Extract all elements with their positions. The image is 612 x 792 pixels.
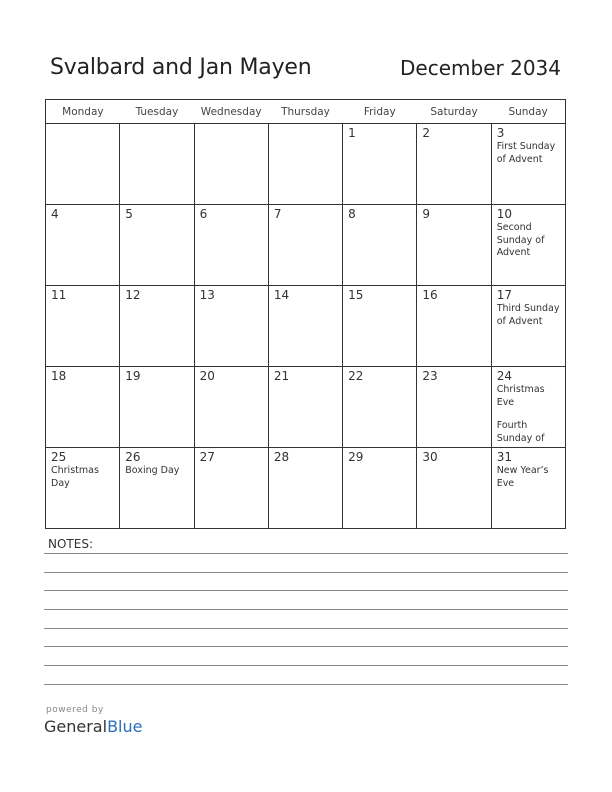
calendar-day-cell [194,448,268,529]
calendar-country-title: Svalbard and Jan Mayen [50,55,312,80]
day-cell-content [422,126,485,200]
day-cell-content [348,369,411,443]
note-line [44,684,568,685]
day-number: 28 [273,450,290,464]
day-number: 8 [348,207,356,221]
day-number: 20 [199,369,215,383]
day-cell-content [348,126,411,200]
day-number: 19 [125,369,141,383]
day-cell-content [200,450,263,524]
day-cell-content [274,450,337,524]
calendar-day-cell [194,205,268,286]
weekday-friday: Friday [343,100,417,124]
day-number: 23 [422,369,438,383]
calendar-day-cell [194,286,268,367]
day-cell-content [125,450,188,524]
holiday-label: Christmas Eve [496,384,545,408]
day-number: 12 [125,288,141,302]
day-cell-content [274,126,337,200]
day-cell-content [422,207,485,281]
day-number: 6 [199,207,208,221]
calendar-week-row [46,124,566,205]
day-number: 10 [496,207,512,221]
weekday-header-row [46,100,566,124]
day-number: 30 [422,450,438,464]
calendar-day-cell [343,286,417,367]
calendar-day-cell [268,205,342,286]
day-number: 22 [348,369,364,383]
calendar-week-row [46,367,566,448]
holiday-label: Third Sunday of Advent [496,303,560,327]
calendar-day-cell [120,448,194,529]
weekday-monday: Monday [46,100,120,124]
calendar-day-cell [120,367,194,448]
calendar-day-cell [417,367,491,448]
holiday-label: Second Sunday of Advent [496,222,545,258]
powered-by-text: powered by [46,705,104,715]
holiday-label: New Year’s Eve [496,465,549,489]
weekday-wednesday: Wednesday [194,100,268,124]
day-cell-content [125,126,188,200]
day-cell-content [51,207,114,281]
holiday-label: First Sunday of Advent [496,141,556,165]
day-cell-content [51,126,114,200]
day-cell-content [274,369,337,443]
day-number: 15 [348,288,364,302]
calendar-day-cell [46,205,120,286]
day-cell-content [51,288,114,362]
calendar-day-cell [491,205,565,286]
day-number: 27 [199,450,215,464]
day-cell-content [348,288,411,362]
weekday-tuesday: Tuesday [120,100,194,124]
calendar-day-cell [417,286,491,367]
calendar-day-cell [268,286,342,367]
calendar-day-cell [417,448,491,529]
calendar-month-title: December 2034 [400,56,561,80]
note-line [44,665,568,666]
calendar-day-cell [491,286,565,367]
calendar-day-cell [268,367,342,448]
calendar-day-cell [417,124,491,205]
calendar-day-cell [46,448,120,529]
day-cell-content [422,288,485,362]
day-cell-content [497,207,560,281]
day-number: 24 [496,369,512,383]
day-number: 13 [199,288,215,302]
day-cell-content [348,450,411,524]
day-number: 1 [348,126,356,140]
brand-blue: Blue [107,717,143,736]
day-cell-content [348,207,411,281]
calendar-week-row [46,205,566,286]
day-cell-content [200,207,263,281]
day-number: 21 [273,369,290,383]
day-number: 9 [422,207,431,221]
day-cell-content [497,288,560,362]
calendar-day-cell [343,367,417,448]
calendar-day-cell [120,286,194,367]
calendar-day-cell [343,205,417,286]
day-cell-content [422,450,485,524]
day-cell-content [497,369,560,443]
day-cell-content [422,369,485,443]
day-number: 4 [51,207,59,221]
calendar-week-row [46,286,566,367]
calendar-day-cell [268,124,342,205]
day-cell-content [497,126,560,200]
calendar-day-cell [194,367,268,448]
day-number: 2 [422,126,431,140]
note-line [44,590,568,591]
day-number: 16 [422,288,438,302]
note-line [44,609,568,610]
calendar-day-cell [491,367,565,448]
day-number: 29 [348,450,364,464]
day-cell-content [274,207,337,281]
notes-label: NOTES: [48,537,93,551]
day-number: 5 [125,207,133,221]
day-cell-content [51,450,114,524]
day-cell-content [200,126,263,200]
note-line [44,553,568,554]
calendar-day-cell [491,124,565,205]
weekday-saturday: Saturday [417,100,491,124]
calendar-day-cell [46,367,120,448]
generalblue-logo[interactable] [44,717,142,736]
day-cell-content [497,450,560,524]
weekday-thursday: Thursday [268,100,342,124]
calendar-day-cell [120,124,194,205]
day-number: 14 [273,288,290,302]
calendar-day-cell [46,124,120,205]
day-number: 17 [496,288,512,302]
calendar-week-row [46,448,566,529]
day-cell-content [51,369,114,443]
holiday-label: Christmas Day [51,465,99,489]
brand-general: General [44,717,108,736]
day-cell-content [274,288,337,362]
note-line [44,572,568,573]
calendar-day-cell [491,448,565,529]
calendar-grid [45,99,566,529]
calendar-day-cell [194,124,268,205]
day-number: 26 [125,450,141,464]
day-cell-content [125,207,188,281]
day-cell-content [200,288,263,362]
holiday-label: Fourth Sunday of [496,420,545,443]
day-cell-content [200,369,263,443]
day-number: 3 [496,126,505,140]
calendar-day-cell [343,124,417,205]
day-cell-content [125,369,188,443]
day-number: 18 [51,369,67,383]
calendar-day-cell [343,448,417,529]
calendar-day-cell [120,205,194,286]
note-line [44,646,568,647]
day-cell-content [125,288,188,362]
weekday-sunday: Sunday [491,100,565,124]
day-number: 31 [496,450,512,464]
day-number: 25 [51,450,67,464]
day-number: 7 [273,207,282,221]
calendar-day-cell [417,205,491,286]
holiday-label: Boxing Day [125,465,180,476]
calendar-day-cell [268,448,342,529]
note-line [44,628,568,629]
day-number: 11 [51,288,67,302]
calendar-day-cell [46,286,120,367]
